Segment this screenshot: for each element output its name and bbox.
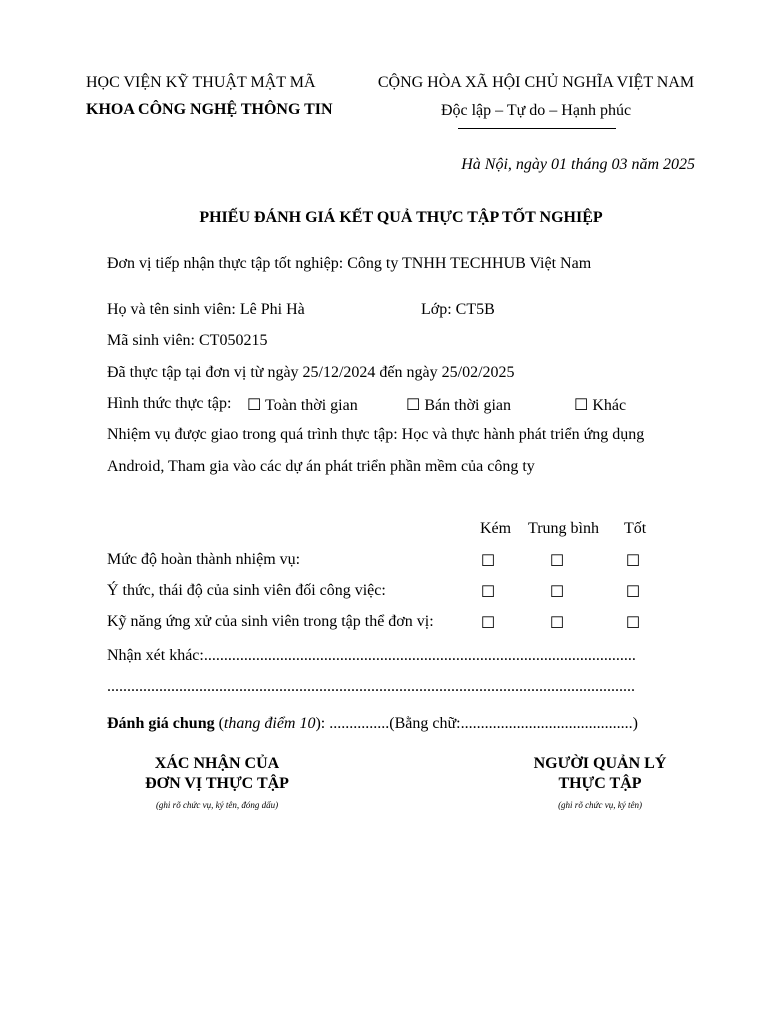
right-signature-title-1: NGƯỜI QUẢN LÝ (533, 755, 667, 772)
checkbox-behavior-average[interactable]: ☐ (549, 615, 565, 632)
left-signature-title-1: XÁC NHẬN CỦA (154, 755, 280, 772)
assigned-task-line1: Nhiệm vụ được giao trong quá trình thực tập: Học và thực hành phát triển ứng dụng (107, 426, 645, 443)
rating-row-attitude: Ý thức, thái độ của sinh viên đối công việc: (107, 582, 386, 599)
option-part-time[interactable]: ☐ Bán thời gian (406, 397, 512, 414)
right-signature-note: (ghi rõ chức vụ, ký tên) (558, 800, 642, 810)
checkbox-behavior-good[interactable]: ☐ (625, 615, 641, 632)
institute-name: HỌC VIỆN KỸ THUẬT MẬT MÃ (86, 74, 316, 91)
left-signature-title-2: ĐƠN VỊ THỰC TẬP (145, 775, 289, 792)
receiving-unit: Đơn vị tiếp nhận thực tập tốt nghiệp: Công ty TNHH TECHHUB Việt Nam (107, 255, 592, 272)
rating-row-behavior: Kỹ năng ứng xử của sinh viên trong tập thể đơn vị: (107, 613, 434, 630)
national-title: CỘNG HÒA XÃ HỘI CHỦ NGHĨA VIỆT NAM (377, 74, 695, 91)
checkbox-completion-poor[interactable]: ☐ (480, 553, 496, 570)
right-signature-title-2: THỰC TẬP (558, 775, 642, 792)
student-id: Mã sinh viên: CT050215 (107, 332, 268, 349)
date-line: Hà Nội, ngày 01 tháng 03 năm 2025 (461, 156, 695, 173)
checkbox-behavior-poor[interactable]: ☐ (480, 615, 496, 632)
internship-form-label: Hình thức thực tập: (107, 395, 232, 412)
overall-scale: thang điểm 10 (223, 715, 316, 732)
student-class: Lớp: CT5B (421, 301, 495, 318)
checkbox-attitude-good[interactable]: ☐ (625, 584, 641, 601)
rating-header-average: Trung bình (528, 520, 599, 537)
student-name: Họ và tên sinh viên: Lê Phi Hà (107, 301, 305, 318)
document-title: PHIẾU ĐÁNH GIÁ KẾT QUẢ THỰC TẬP TỐT NGHIỆP (199, 209, 603, 226)
motto-underline (458, 128, 616, 129)
checkbox-completion-good[interactable]: ☐ (625, 553, 641, 570)
option-other[interactable]: ☐ Khác (574, 397, 627, 414)
option-full-time[interactable]: ☐ Toàn thời gian (247, 397, 358, 414)
internship-period: Đã thực tập tại đơn vị từ ngày 25/12/2024 đến ngày 25/02/2025 (107, 364, 515, 381)
other-comments-line1[interactable]: Nhận xét khác:............................................................................................................ (107, 647, 636, 664)
assigned-task-line2: Android, Tham gia vào các dự án phát triển phần mềm của công ty (107, 458, 535, 475)
rating-header-good: Tốt (624, 520, 647, 537)
checkbox-completion-average[interactable]: ☐ (549, 553, 565, 570)
overall-label: Đánh giá chung (107, 715, 215, 732)
other-comments-line2[interactable]: .................................................................................................................................... (107, 678, 635, 695)
left-signature-note: (ghi rõ chức vụ, ký tên, đóng dấu) (155, 800, 279, 810)
faculty-name: KHOA CÔNG NGHỆ THÔNG TIN (86, 101, 333, 118)
national-motto: Độc lập – Tự do – Hạnh phúc (440, 102, 632, 119)
overall-evaluation[interactable] (107, 715, 638, 733)
checkbox-attitude-average[interactable]: ☐ (549, 584, 565, 601)
checkbox-attitude-poor[interactable]: ☐ (480, 584, 496, 601)
overall-open-paren: ( (214, 715, 224, 732)
rating-row-task-completion: Mức độ hoàn thành nhiệm vụ: (107, 551, 301, 568)
rating-header-poor: Kém (480, 520, 512, 537)
overall-score-fields: ): ...............(Bằng chữ:...........................................) (315, 715, 638, 732)
